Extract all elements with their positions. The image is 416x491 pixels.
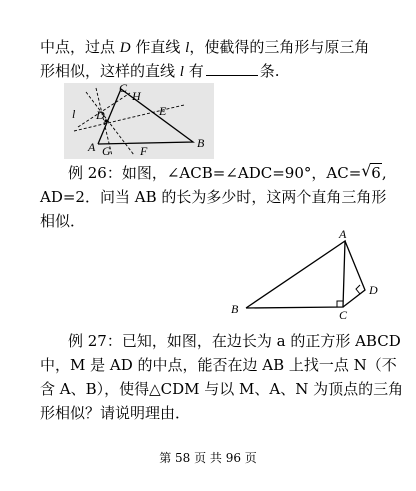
figure1-triangle-diagram <box>64 83 214 159</box>
answer-blank <box>206 61 258 76</box>
label-A: A <box>339 227 347 241</box>
point-D: D <box>119 40 131 56</box>
figure2-right-triangles-diagram <box>226 227 388 319</box>
triangle-ABC <box>246 241 345 308</box>
triangle-ACD <box>343 241 365 307</box>
label-C: C <box>119 83 128 95</box>
example27-line1: 例 27：已知，如图，在边长为 a 的正方形 ABCD <box>68 332 401 350</box>
label-G: G <box>102 144 111 158</box>
example27-line2: 中，M 是 AD 的中点，能否在边 AB 上找一点 N（不 <box>40 356 397 374</box>
example26-line2: AD=2．问当 AB 的长为多少时，这两个直角三角形 <box>40 188 387 206</box>
example26-line3: 相似． <box>40 212 86 230</box>
label-D: D <box>369 283 378 297</box>
example26-line1: 例 26：如图，∠ACB=∠ADC=90°，AC= √ 6, <box>68 161 387 182</box>
label-D: D <box>96 108 105 122</box>
label-l: l <box>72 107 76 121</box>
sqrt-6: √ 6 <box>361 161 381 182</box>
label-A: A <box>88 140 96 154</box>
label-B: B <box>197 136 205 150</box>
point-D-dot <box>104 119 107 122</box>
line-l: l <box>185 40 190 56</box>
example27-line4: 形相似？请说明理由． <box>40 404 191 422</box>
label-F: F <box>140 144 148 158</box>
paragraph1-line1: 中点，过点 D 作直线 l，使截得的三角形与原三角 <box>40 38 370 56</box>
label-C: C <box>339 308 348 319</box>
right-angle-C <box>337 301 343 307</box>
right-angle-D <box>356 285 360 294</box>
example27-line3: 含 A、B），使得△CDM 与以 M、A、N 为顶点的三角 <box>40 380 404 398</box>
label-B: B <box>231 302 239 316</box>
label-E: E <box>159 104 167 118</box>
paragraph1-line2: 形相似，这样的直线 l 有 条. <box>40 62 280 80</box>
label-H: H <box>132 89 141 103</box>
page-footer: 第 58 页 共 96 页 <box>159 451 257 465</box>
